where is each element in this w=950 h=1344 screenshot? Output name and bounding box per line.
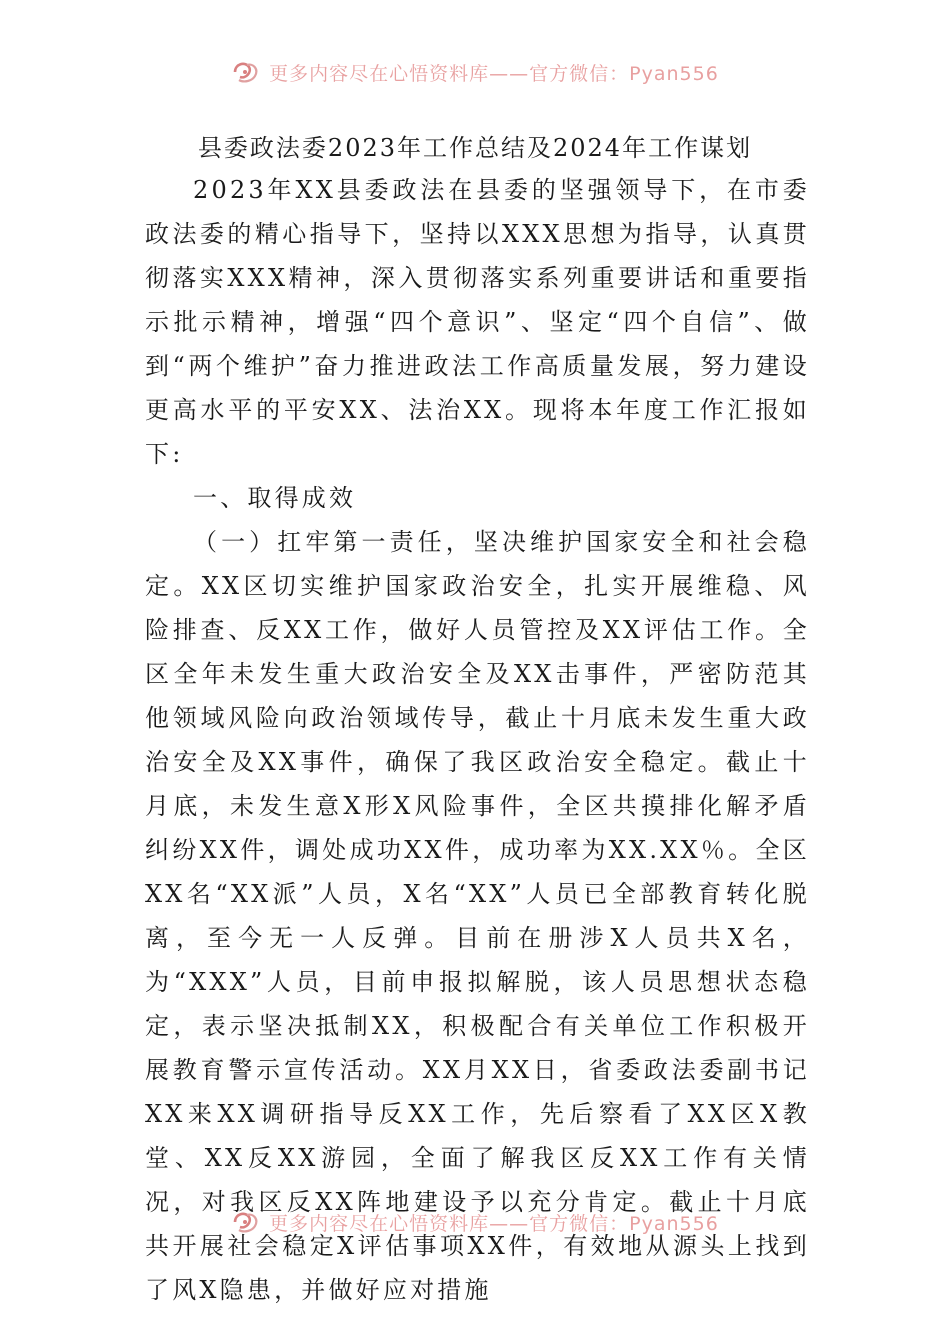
watermark-header [0, 52, 950, 92]
logo-icon [231, 59, 261, 85]
document-body [145, 168, 810, 1312]
section-heading: 一、取得成效 [193, 484, 357, 512]
watermark-text: 更多内容尽在心悟资料库——官方微信：Pyan556 [269, 1212, 719, 1235]
intro-paragraph: 2023年XX县委政法在县委的坚强领导下，在市委政法委的精心指导下，坚持以XXX思想为指导，认真贯彻落实XXX精神，深入贯彻落实系列重要讲话和重要指示批示精神，增强“四个意识”、坚定“四个自信”、做到“两个维护”奋力推进政法工作高质量发展，努力建设更高水平的平安XX、法治XX。现将本年度工作汇报如下: [145, 176, 810, 468]
watermark-footer [0, 1202, 950, 1242]
document-title: 县委政法委2023年工作总结及2024年工作谋划 [197, 134, 753, 162]
subsection-paragraph: （一）扛牢第一责任，坚决维护国家安全和社会稳定。XX区切实维护国家政治安全，扎实开展维稳、风险排查、反XX工作，做好人员管控及XX评估工作。全区全年未发生重大政治安全及XX击事件，严密防范其他领域风险向政治领域传导，截止十月底未发生重大政治安全及XX事件，确保了我区政治安全稳定。截止十月底，未发生意X形X风险事件，全区共摸排化解矛盾纠纷XX件，调处成功XX件，成功率为XX.XX％。全区XX名“XX派”人员，X名“XX”人员已全部教育转化脱离，至今无一人反弹。目前在册涉X人员共X名，为“XXX”人员，目前申报拟解脱，该人员思想状态稳定，表示坚决抵制XX，积极配合有关单位工作积极开展教育警示宣传活动。XX月XX日，省委政法委副书记XX来XX调研指导反XX工作，先后察看了XX区X教堂、XX反XX游园，全面了解我区反XX工作有关情况，对我区反XX阵地建设予以充分肯定。截止十月底共开展社会稳定X评估事项XX件，有效地从源头上找到了风X隐患，并做好应对措施 [145, 528, 810, 1304]
watermark-text: 更多内容尽在心悟资料库——官方微信：Pyan556 [269, 62, 719, 85]
logo-icon [231, 1209, 261, 1235]
